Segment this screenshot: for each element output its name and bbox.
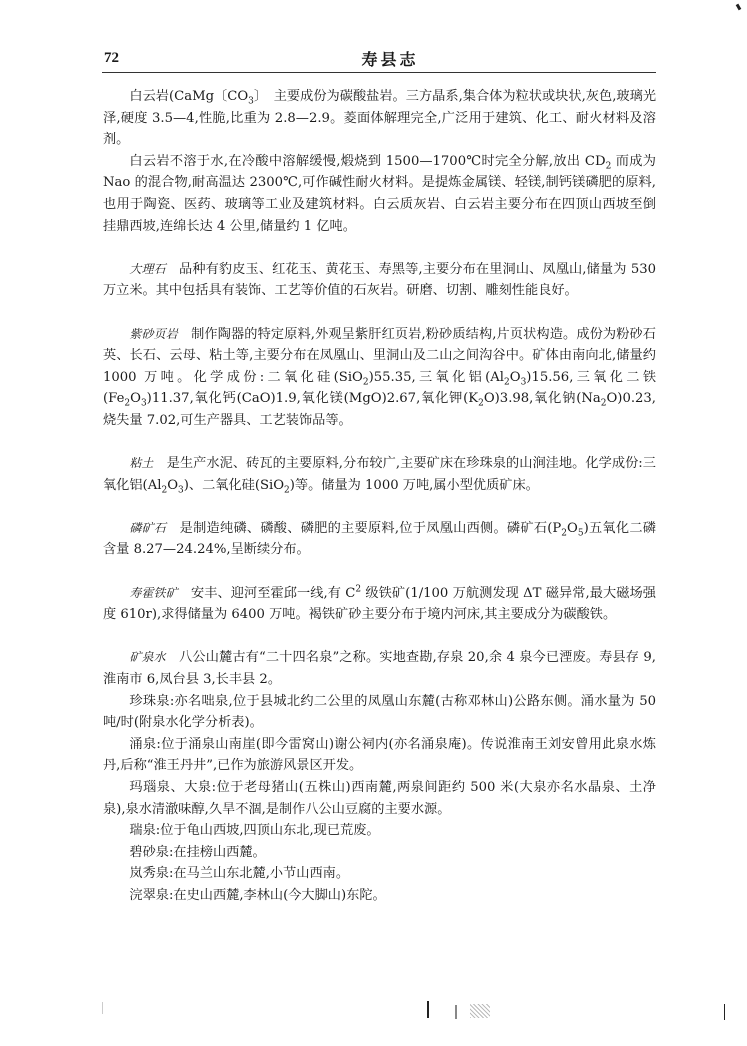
- iron-paragraph: [103, 583, 656, 626]
- scan-mark: [102, 1002, 103, 1014]
- clay-term: 粘土: [129, 456, 154, 471]
- text: 而成为 Nao 的混合物,耐高温达 2300℃,可作碱性耐火材料。是提炼金属镁、轻镁,制钙镁磷肥的原料,也用于陶瓷、医药、玻璃等工业及建筑材料。白云质灰岩、白云岩主要分布在四顶山西坡至倒挂鼎西坡,连绵长达 4 公里,储量约 1 亿吨。: [103, 153, 656, 234]
- spring-term: 矿泉水: [129, 650, 166, 665]
- text: 安丰、迎河至霍邱一线,有 C: [177, 585, 356, 601]
- subscript: 2: [124, 398, 131, 409]
- page-number: 72: [104, 50, 119, 66]
- subscript: 2: [284, 485, 290, 496]
- text: O: [130, 391, 141, 407]
- phosphate-term: 磷矿石: [129, 520, 167, 535]
- spring-item: 浣翠泉:在史山西麓,李林山(今大脚山)东陀。: [129, 887, 386, 903]
- dolomite-text: 主要成份为碳酸盐岩。三方晶系,集合体为粒状或块状,灰色,玻璃光泽,硬度 3.5—4,性脆,比重为 2.8—2.9。菱面体解理完全,广泛用于建筑、化工、耐火材料及溶剂。: [103, 89, 657, 148]
- dolomite-term: 白云岩(CaMg〔CO: [129, 89, 249, 104]
- subscript: 5: [577, 528, 584, 539]
- body-text: [103, 86, 656, 907]
- header-rule: [102, 72, 656, 73]
- subscript: 3: [520, 377, 527, 388]
- text: )15.56,三氧化二铁(Fe: [103, 369, 657, 407]
- text: 是生产水泥、砖瓦的主要原料,分布较广,主要矿床在珍珠泉的山涧洼地。化学成份:三氧化铝(Al: [103, 456, 656, 493]
- iron-term: 寿霍铁矿: [129, 585, 178, 600]
- marble-paragraph: [103, 259, 656, 302]
- scan-mark: [427, 1001, 429, 1018]
- shale-paragraph: [103, 324, 656, 432]
- running-title: 寿县志: [361, 50, 419, 69]
- phosphate-paragraph: [103, 518, 656, 561]
- dolomite-paragraph-2: [103, 151, 656, 237]
- dolomite-paragraph: [103, 86, 656, 151]
- subscript: 3: [140, 398, 147, 409]
- text: )、二氧化硅(SiO: [183, 477, 285, 493]
- text: )等。储量为 1000 万吨,属小型优质矿床。: [289, 477, 539, 493]
- text: 级铁矿(1/100 万航测发现 ΔT 磁异常,最大磁场强度 610r),求得储量为 6400 万吨。褐铁矿砂主要分布于境内河床,其主要成分为碳酸铁。: [103, 585, 656, 623]
- scan-mark: [724, 1004, 725, 1020]
- spring-item: 岚秀泉:在马兰山东北麓,小节山西南。: [129, 866, 350, 882]
- subscript: 3: [178, 485, 184, 496]
- scan-mark: [470, 1004, 490, 1018]
- text: 品种有豹皮玉、红花玉、黄花玉、寿黑等,主要分布在里洞山、凤凰山,储量为 530 万立米。其中包括具有装饰、工艺等价值的石灰岩。研磨、切割、雕刻性能良好。: [103, 261, 656, 299]
- text: )11.37,氧化钙(CaO)1.9,氧化镁(MgO)2.67,氧化钾(K: [146, 391, 479, 407]
- scan-mark: [455, 1005, 457, 1019]
- subscript: 2: [561, 528, 568, 539]
- clay-paragraph: [103, 453, 656, 496]
- text: O)0.23,烧失量 7.02,可生产器具、工艺装饰品等。: [103, 391, 656, 428]
- subscript: 3: [248, 96, 254, 107]
- text: O: [167, 477, 178, 493]
- superscript: 2: [355, 584, 362, 595]
- marble-term: 大理石: [129, 261, 166, 276]
- subscript: 2: [504, 377, 510, 388]
- text: O: [509, 369, 521, 385]
- text: )55.35,三氧化铝(Al: [368, 369, 505, 385]
- text: O: [567, 520, 578, 536]
- text: 制作陶器的特定原料,外观呈紫肝红页岩,粉砂质结构,片页状构造。成份为粉砂石英、长石、云母、粘土等,主要分布在凤凰山、里洞山及二山之间沟谷中。矿体由南向北,储量约 1000 万吨。化学成份:二氧化硅(SiO: [103, 326, 656, 385]
- spring-item: 瑞泉:位于龟山西坡,四顶山东北,现已荒废。: [129, 823, 380, 839]
- shale-term: 紫砂页岩: [129, 326, 178, 341]
- subscript: 2: [605, 161, 612, 172]
- text: 白云岩不溶于水,在冷酸中溶解缓慢,煅烧到 1500—1700℃时完全分解,放出 CD: [129, 153, 606, 169]
- subscript: 2: [600, 398, 607, 409]
- spring-item: 玛瑙泉、大泉:位于老母猪山(五株山)西南麓,两泉间距约 500 米(大泉亦名水晶泉、土净泉),泉水清澈味醇,久旱不涸,是制作八公山豆腐的主要水源。: [103, 780, 656, 817]
- spring-item: 涌泉:位于涌泉山南崖(即今雷窝山)谢公祠内(亦名涌泉庵)。传说淮南王刘安曾用此泉水炼丹,后称“淮王丹井”,已作为旅游风景区开发。: [103, 736, 656, 774]
- scan-mark: [736, 4, 742, 11]
- spring-item: 珍珠泉:亦名咄泉,位于县城北约二公里的凤凰山东麓(古称邓林山)公路东侧。涌水量为 50 吨/时(附泉水化学分析表)。: [103, 693, 656, 731]
- subscript: 2: [161, 485, 168, 496]
- subscript: 2: [478, 398, 484, 409]
- text: 是制造纯磷、磷酸、磷肥的主要原料,位于凤凰山西侧。磷矿石(P: [166, 520, 562, 536]
- text: )五氧化二磷含量 8.27—24.24%,呈断续分布。: [103, 520, 656, 558]
- spring-item: 碧砂泉:在挂榜山西麓。: [129, 844, 266, 860]
- text: O)3.98,氧化钠(Na: [483, 391, 601, 407]
- text: 八公山麓古有“二十四名泉”之称。实地查勘,存泉 20,余 4 泉今已湮废。寿县存 9,淮南市 6,凤台县 3,长丰县 2。: [103, 650, 656, 688]
- dolomite-term-close: 〕: [253, 89, 261, 104]
- spring-paragraph: [103, 647, 656, 690]
- subscript: 2: [362, 377, 369, 388]
